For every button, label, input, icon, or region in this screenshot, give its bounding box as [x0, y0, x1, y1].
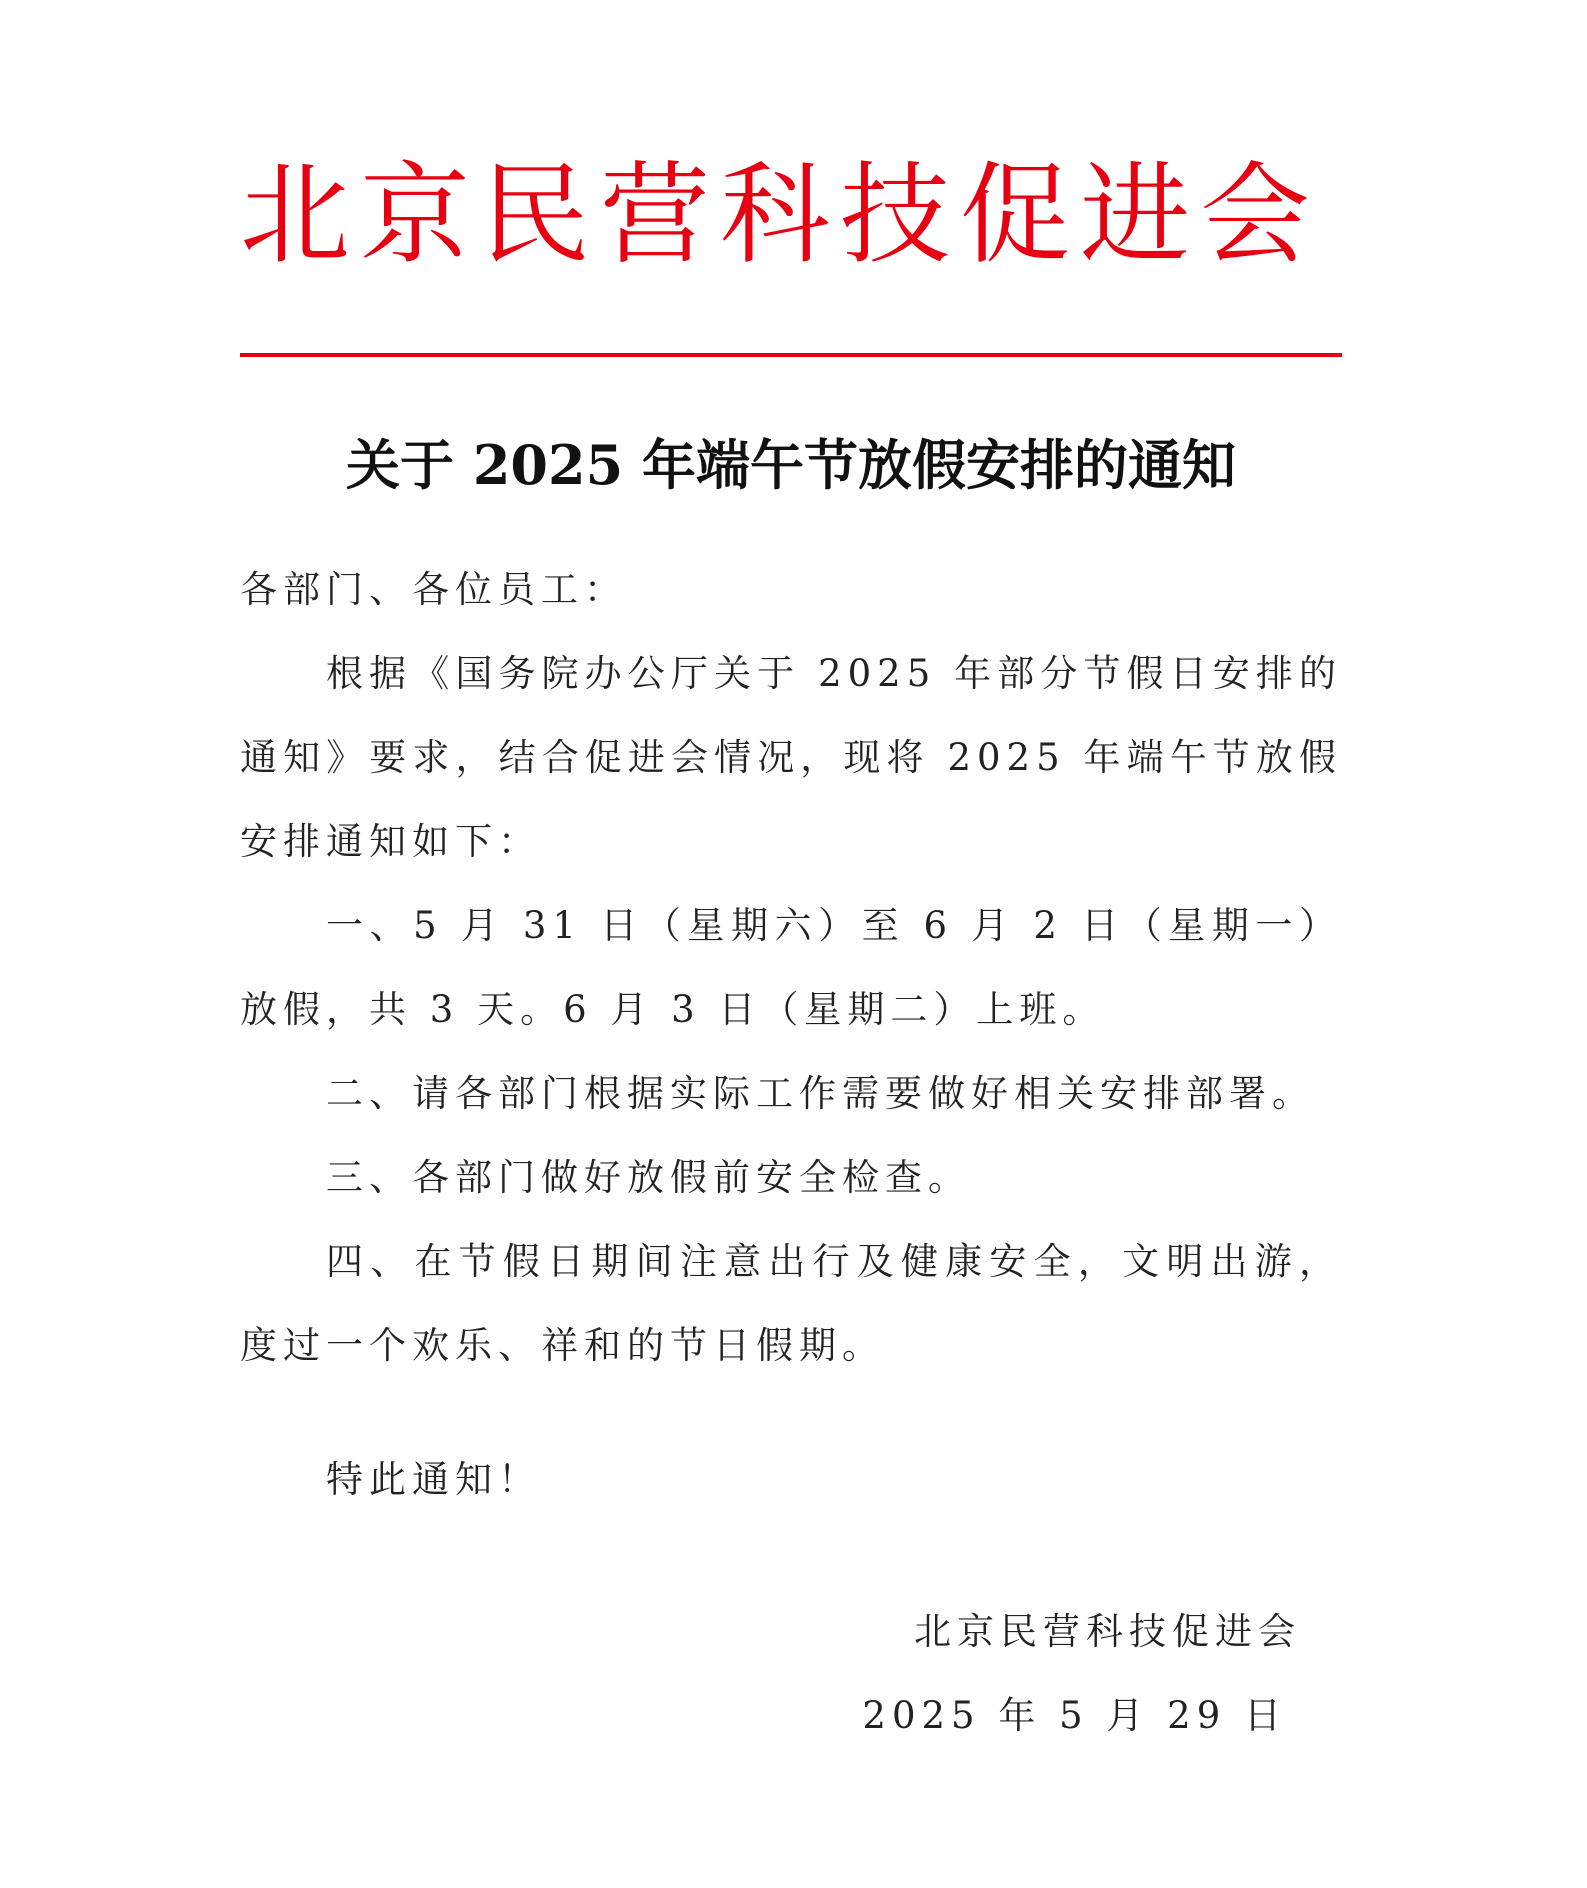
list-item-4: 四、在节假日期间注意出行及健康安全，文明出游，度过一个欢乐、祥和的节日假期。	[240, 1240, 1342, 1367]
document-title: 关于 2025 年端午节放假安排的通知	[346, 433, 1236, 497]
signature-block	[862, 1590, 1301, 1758]
list-item-2: 二、请各部门根据实际工作需要做好相关安排部署。	[326, 1072, 1315, 1115]
signature-organization: 北京民营科技促进会	[914, 1610, 1301, 1653]
intro-paragraph: 根据《国务院办公厅关于 2025 年部分节假日安排的通知》要求，结合促进会情况，现将 2025 年端午节放假安排通知如下：	[240, 652, 1342, 863]
letterhead-organization: 北京民营科技促进会	[240, 151, 1320, 279]
list-item-3: 三、各部门做好放假前安全检查。	[326, 1156, 971, 1199]
closing-line: 特此通知！	[326, 1458, 541, 1501]
signature-date: 2025 年 5 月 29 日	[862, 1694, 1287, 1737]
letterhead-red-rule	[240, 353, 1342, 357]
list-item-1: 一、5 月 31 日（星期六）至 6 月 2 日（星期一）放假，共 3 天。6 月 3 日（星期二）上班。	[240, 904, 1342, 1031]
document-body	[240, 548, 1342, 1522]
salutation: 各部门、各位员工：	[240, 568, 627, 611]
